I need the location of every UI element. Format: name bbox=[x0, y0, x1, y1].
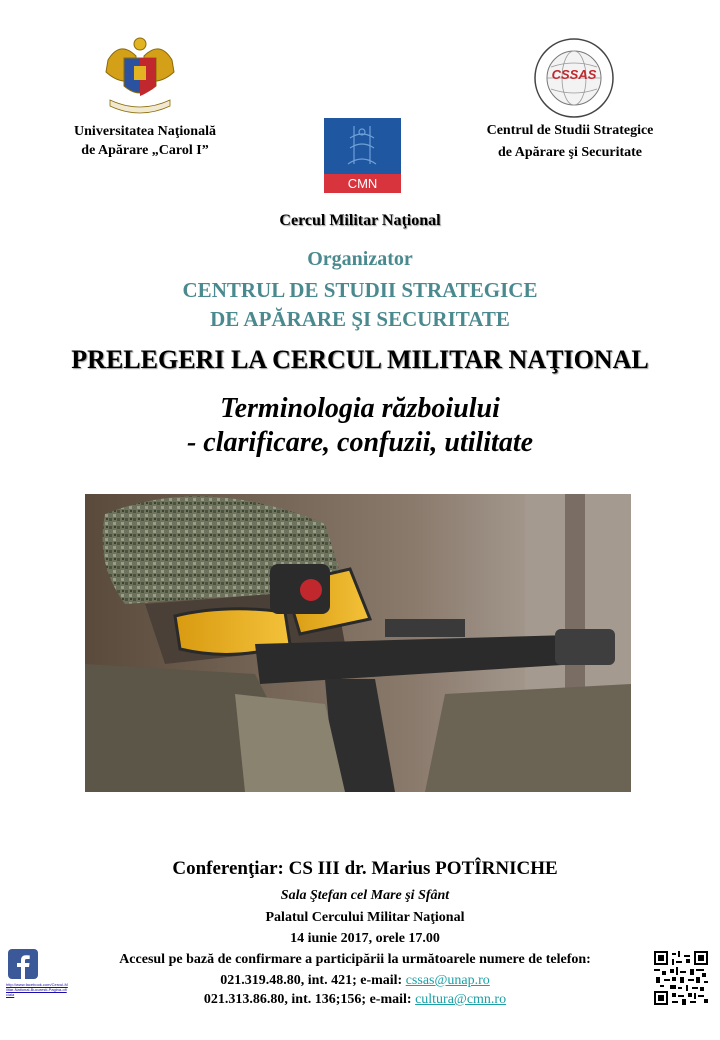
phone-2: 021.313.86.80, int. 136;156; e-mail: bbox=[203, 992, 416, 1007]
soldier-aiming-rifle-photo bbox=[85, 494, 631, 792]
facebook-icon[interactable] bbox=[8, 949, 38, 979]
lecture-title-line1: Terminologia războiului bbox=[220, 393, 500, 424]
cmn-logo bbox=[324, 118, 401, 193]
date-line: 14 iunie 2017, orele 17.00 bbox=[290, 931, 440, 946]
cmn-name: Cercul Militar Naţional bbox=[279, 212, 441, 229]
cssas-logo-text: CSSAS bbox=[551, 67, 597, 82]
lecturer-line: Conferenţiar: CS III dr. Marius POTÎRNICHE bbox=[172, 858, 558, 879]
coat-of-arms-icon bbox=[100, 30, 180, 120]
right-org-line2: de Apărare şi Securitate bbox=[498, 145, 642, 160]
email-link-2[interactable]: cultura@cmn.ro bbox=[415, 992, 507, 1007]
organizer-name-line1: CENTRUL DE STUDII STRATEGICE bbox=[182, 278, 538, 302]
event-series-title: PRELEGERI LA CERCUL MILITAR NAŢIONAL bbox=[71, 345, 649, 374]
access-line: Accesul pe bază de confirmare a participării la următoarele numere de telefon: bbox=[119, 952, 591, 967]
organizer-label: Organizator bbox=[307, 248, 413, 270]
phone-1: 021.319.48.80, int. 421; e-mail: bbox=[220, 973, 406, 988]
cmn-logo-text: CMN bbox=[347, 176, 378, 191]
left-org-line2: de Apărare „Carol I” bbox=[81, 143, 209, 158]
right-organization bbox=[460, 120, 680, 164]
facebook-link[interactable]: http://www.facebook.com/Cercul-Militar-National-Bucuresti-Pagina-oficiala bbox=[6, 982, 68, 997]
email-link-1[interactable]: cssas@unap.ro bbox=[405, 973, 490, 988]
palace-line: Palatul Cercului Militar Naţional bbox=[265, 910, 465, 925]
lecture-title-line2: - clarificare, confuzii, utilitate bbox=[186, 427, 534, 458]
right-org-line1: Centrul de Studii Strategice bbox=[486, 123, 654, 138]
qr-code-icon bbox=[654, 951, 708, 1005]
left-organization bbox=[40, 122, 250, 160]
organizer-name-line2: DE APĂRARE ŞI SECURITATE bbox=[210, 307, 510, 331]
organizer-name bbox=[0, 276, 720, 334]
left-org-line1: Universitatea Naţională bbox=[74, 124, 216, 139]
contact-line-1 bbox=[0, 973, 710, 989]
venue-line: Sala Ştefan cel Mare şi Sfânt bbox=[280, 888, 450, 903]
cssas-globe-icon bbox=[533, 37, 615, 119]
lecture-title bbox=[0, 392, 720, 460]
contact-line-2 bbox=[0, 992, 710, 1008]
